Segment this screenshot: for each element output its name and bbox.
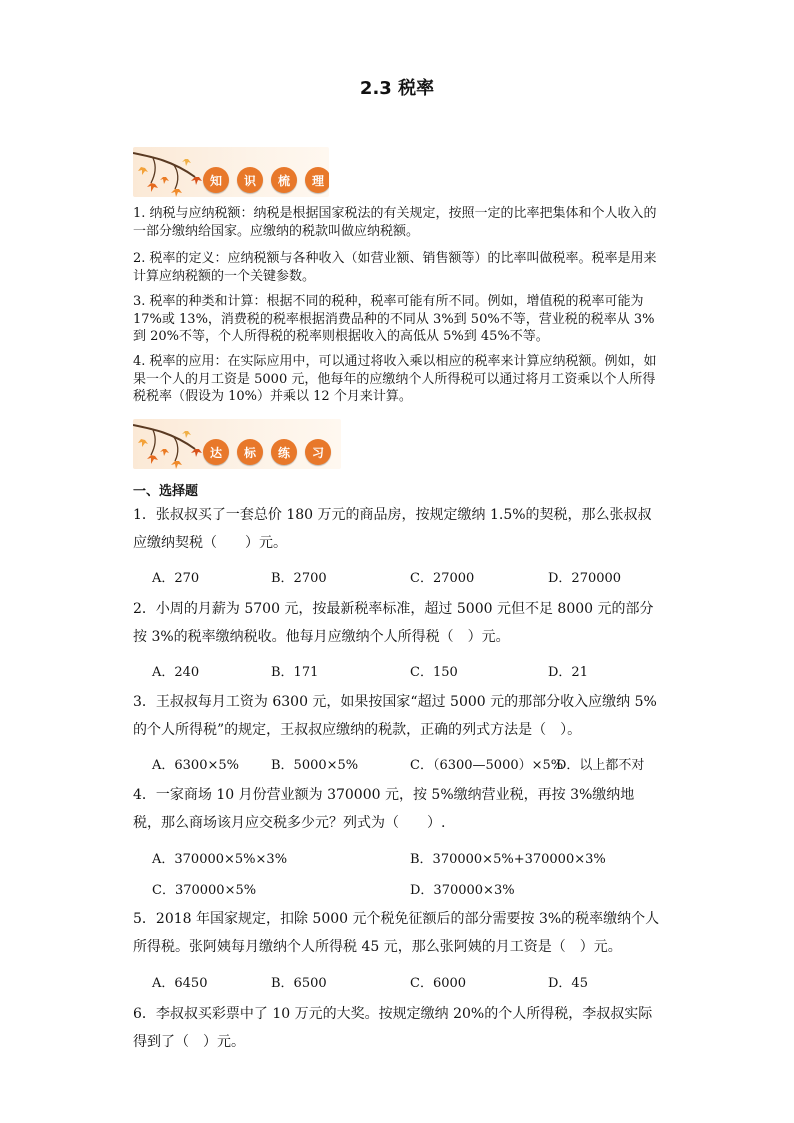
banner-char-1: 达 (203, 439, 229, 465)
banner-char-2: 标 (237, 439, 263, 465)
question-3: 3．王叔叔每月工资为 6300 元，如果按国家“超过 5000 元的那部分收入应缴纳 5%的个人所得税”的规定，王叔叔应缴纳的税款，正确的列式方法是（ ）。 (133, 694, 657, 738)
q4-option-d: D．370000×3% (410, 883, 515, 898)
banner-char-4: 习 (305, 439, 331, 465)
q1-option-a: A．270 (152, 571, 200, 586)
q2-option-d: D．21 (548, 665, 588, 680)
question-2: 2．小周的月薪为 5700 元，按最新税率标准，超过 5000 元但不足 8000 元的部分按 3%的税率缴纳税收。他每月应缴纳个人所得税（ ）元。 (133, 601, 654, 645)
q2-option-b: B．171 (271, 665, 319, 680)
section-heading: 一、选择题 (133, 484, 199, 499)
q2-option-a: A．240 (152, 665, 200, 680)
question-1: 1．张叔叔买了一套总价 180 万元的商品房，按规定缴纳 1.5%的契税，那么张叔叔应缴纳契税（ ）元。 (133, 507, 652, 551)
q3-option-c: C．（6300—5000）×5% (410, 758, 564, 773)
q3-option-a: A．6300×5% (152, 758, 239, 773)
q5-option-a: A．6450 (152, 976, 208, 991)
banner-char-1: 知 (203, 167, 229, 193)
q3-option-d: D．以上都不对 (556, 758, 645, 773)
q1-option-d: D．270000 (548, 571, 622, 586)
q5-option-d: D．45 (548, 976, 588, 991)
knowledge-point-4: 4. 税率的应用：在实际应用中，可以通过将收入乘以相应的税率来计算应纳税额。例如，如果一个人的月工资是 5000 元，他每年的应缴纳个人所得税可以通过将月工资乘以个人所得税税率（假设为 10%）并乘以 12 个月来计算。 (133, 354, 657, 405)
q2-option-c: C．150 (410, 665, 458, 680)
banner-char-4: 理 (305, 167, 329, 193)
question-5: 5．2018 年国家规定，扣除 5000 元个税免征额后的部分需要按 3%的税率缴纳个人所得税。张阿姨每月缴纳个人所得税 45 元，那么张阿姨的月工资是（ ）元。 (133, 911, 660, 955)
q1-option-b: B．2700 (271, 571, 327, 586)
knowledge-point-1: 1. 纳税与应纳税额：纳税是根据国家税法的有关规定，按照一定的比率把集体和个人收入的一部分缴纳给国家。应缴纳的税款叫做应纳税额。 (133, 206, 657, 239)
q4-option-a: A．370000×5%×3% (152, 852, 288, 867)
knowledge-banner (133, 147, 329, 197)
banner-char-3: 梳 (271, 167, 297, 193)
knowledge-point-2: 2. 税率的定义：应纳税额与各种收入（如营业额、销售额等）的比率叫做税率。税率是用来计算应纳税额的一个关键参数。 (133, 251, 657, 284)
maple-branch-icon (133, 419, 213, 469)
question-6: 6．李叔叔买彩票中了 10 万元的大奖。按规定缴纳 20%的个人所得税，李叔叔实际得到了（ ）元。 (133, 1006, 653, 1050)
q5-option-c: C．6000 (410, 976, 467, 991)
banner-char-3: 练 (271, 439, 297, 465)
maple-branch-icon (133, 147, 213, 197)
knowledge-point-3: 3. 税率的种类和计算：根据不同的税种，税率可能有所不同。例如，增值税的税率可能为 17%或 13%，消费税的税率根据消费品种的不同从 3%到 50%不等，营业税的税率从 3%到 20%不等，个人所得税的税率则根据收入的高低从 5%到 45%不等。 (133, 294, 655, 345)
practice-banner (133, 419, 341, 469)
q5-option-b: B．6500 (271, 976, 327, 991)
banner-char-2: 识 (237, 167, 263, 193)
question-4: 4．一家商场 10 月份营业额为 370000 元，按 5%缴纳营业税，再按 3%缴纳地税，那么商场该月应交税多少元？列式为（ ）. (133, 787, 635, 831)
q4-option-c: C．370000×5% (152, 883, 257, 898)
q1-option-c: C．27000 (410, 571, 475, 586)
q4-option-b: B．370000×5%+370000×3% (410, 852, 606, 867)
page-title: 2.3 税率 (359, 78, 435, 99)
q3-option-b: B．5000×5% (271, 758, 359, 773)
